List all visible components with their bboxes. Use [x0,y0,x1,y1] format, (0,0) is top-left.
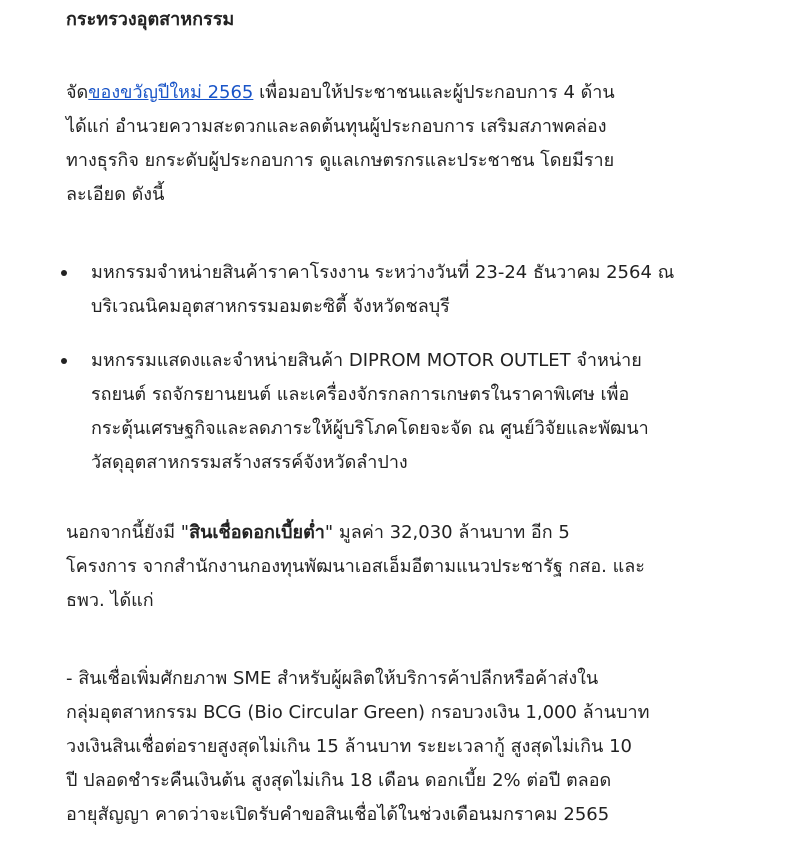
bullet-1-line-2: บริเวณนิคมอุตสาหกรรมอมตะซิตี้ จังหวัดชลบุรี [91,296,450,317]
list-item [66,344,746,480]
event-bullet-list [66,256,746,500]
loans-intro-line-1 [66,516,736,550]
intro-paragraph [66,76,736,212]
low-interest-loan-emphasis: สินเชื่อดอกเบี้ยต่ำ [189,522,325,543]
section-heading: กระทรวงอุตสาหกรรม [66,9,235,30]
intro-prefix: จัด [66,82,89,103]
bullet-2-line-3: กระตุ้นเศรษฐกิจและลดภาระให้ผู้บริโภคโดยจะจัด ณ ศูนย์วิจัยและพัฒนา [91,418,649,439]
bullet-dot-icon [61,358,67,364]
intro-line-1-rest: เพื่อมอบให้ประชาชนและผู้ประกอบการ 4 ด้าน [253,82,615,103]
loans-intro-line-1-rest: " มูลค่า 32,030 ล้านบาท อีก 5 [324,522,570,543]
loans-intro-prefix: นอกจากนี้ยังมี " [66,522,190,543]
loans-intro-paragraph [66,516,736,618]
sme-loan-line-4: ปี ปลอดชำระคืนเงินต้น สูงสุดไม่เกิน 18 เดือน ดอกเบี้ย 2% ต่อปี ตลอด [66,770,612,791]
sme-loan-line-3: วงเงินสินเชื่อต่อรายสูงสุดไม่เกิน 15 ล้านบาท ระยะเวลากู้ สูงสุดไม่เกิน 10 [66,736,632,757]
bullet-2-line-2: รถยนต์ รถจักรยานยนต์ และเครื่องจักรกลการเกษตรในราคาพิเศษ เพื่อ [91,384,630,405]
loans-intro-line-2: โครงการ จากสำนักงานกองทุนพัฒนาเอสเอ็มอีตามแนวประชารัฐ กสอ. และ [66,556,645,577]
bullet-2-line-1: มหกรรมแสดงและจำหน่ายสินค้า DIPROM MOTOR OUTLET จำหน่าย [91,350,642,371]
bullet-dot-icon [61,270,67,276]
sme-loan-line-2: กลุ่มอุตสาหกรรม BCG (Bio Circular Green) กรอบวงเงิน 1,000 ล้านบาท [66,702,650,723]
new-year-gift-link[interactable]: ของขวัญปีใหม่ 2565 [88,82,254,103]
intro-line-1 [66,76,736,110]
intro-line-4: ละเอียด ดังนี้ [66,184,165,205]
bullet-2-line-4: วัสดุอุตสาหกรรมสร้างสรรค์จังหวัดลำปาง [91,452,408,473]
intro-line-2: ได้แก่ อำนวยความสะดวกและลดต้นทุนผู้ประกอบการ เสริมสภาพคล่อง [66,116,607,137]
sme-loan-paragraph [66,662,736,832]
bullet-1-line-1: มหกรรมจำหน่ายสินค้าราคาโรงงาน ระหว่างวันที่ 23-24 ธันวาคม 2564 ณ [91,262,675,283]
intro-line-3: ทางธุรกิจ ยกระดับผู้ประกอบการ ดูแลเกษตรกรและประชาชน โดยมีราย [66,150,615,171]
loans-intro-line-3: ธพว. ได้แก่ [66,590,154,611]
sme-loan-line-1: - สินเชื่อเพิ่มศักยภาพ SME สำหรับผู้ผลิตให้บริการค้าปลีกหรือค้าส่งใน [66,668,599,689]
sme-loan-line-5: อายุสัญญา คาดว่าจะเปิดรับคำขอสินเชื่อได้ในช่วงเดือนมกราคม 2565 [66,804,610,825]
list-item [66,256,746,324]
